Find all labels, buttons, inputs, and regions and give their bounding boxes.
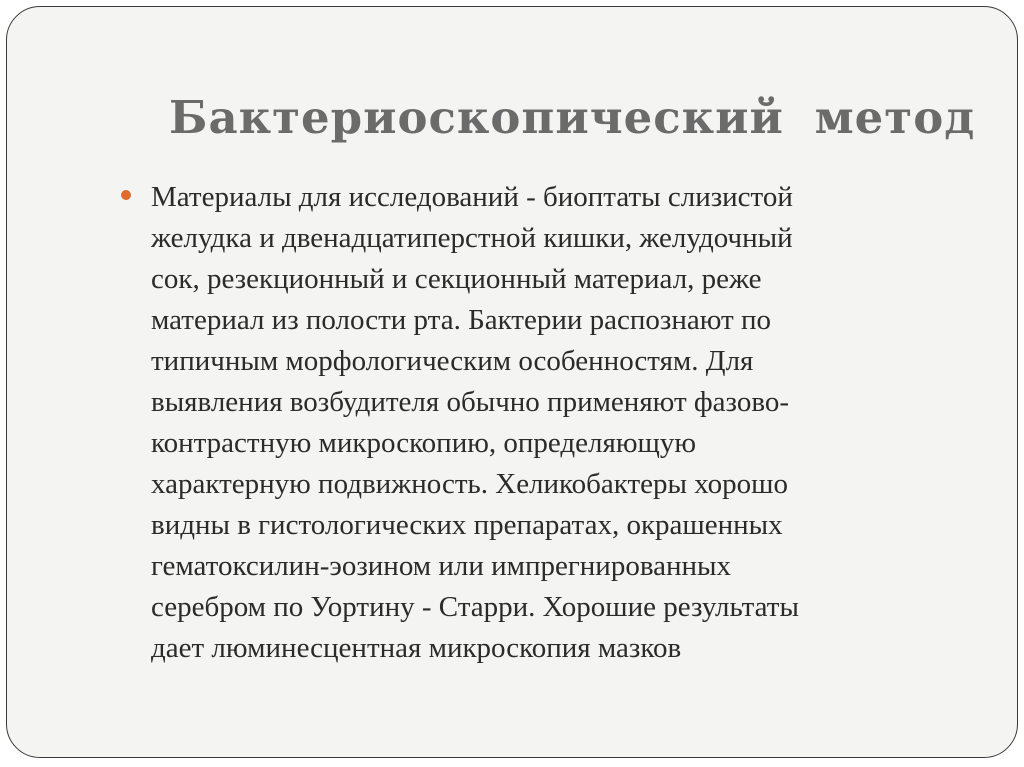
text-line: видны в гистологических препаратах, окрашенных xyxy=(151,509,783,541)
text-line: серебром по Уортину - Старри. Хорошие результаты xyxy=(151,591,799,623)
text-line: сок, резекционный и секционный материал, реже xyxy=(151,263,762,295)
bullet-list xyxy=(117,177,917,669)
text-line: характерную подвижность. Хеликобактеры хорошо xyxy=(151,468,789,500)
text-line: материал из полости рта. Бактерии распознают по xyxy=(151,304,771,336)
slide-title: Бактериоскопический метод xyxy=(169,91,976,144)
text-line: контрастную микроскопию, определяющую xyxy=(151,427,696,459)
text-line: выявления возбудителя обычно применяют фазово- xyxy=(151,386,789,418)
bullet-text xyxy=(151,177,917,669)
list-item xyxy=(117,177,917,669)
bullet-dot-icon xyxy=(121,190,131,200)
text-line: дает люминесцентная микроскопия мазков xyxy=(151,632,682,664)
text-line: типичным морфологическим особенностям. Для xyxy=(151,345,754,377)
slide-frame xyxy=(6,6,1018,758)
text-line: Материалы для исследований - биоптаты слизистой xyxy=(151,181,793,213)
text-line: гематоксилин-эозином или импрегнированных xyxy=(151,550,732,582)
text-line: желудка и двенадцатиперстной кишки, желудочный xyxy=(151,222,793,254)
